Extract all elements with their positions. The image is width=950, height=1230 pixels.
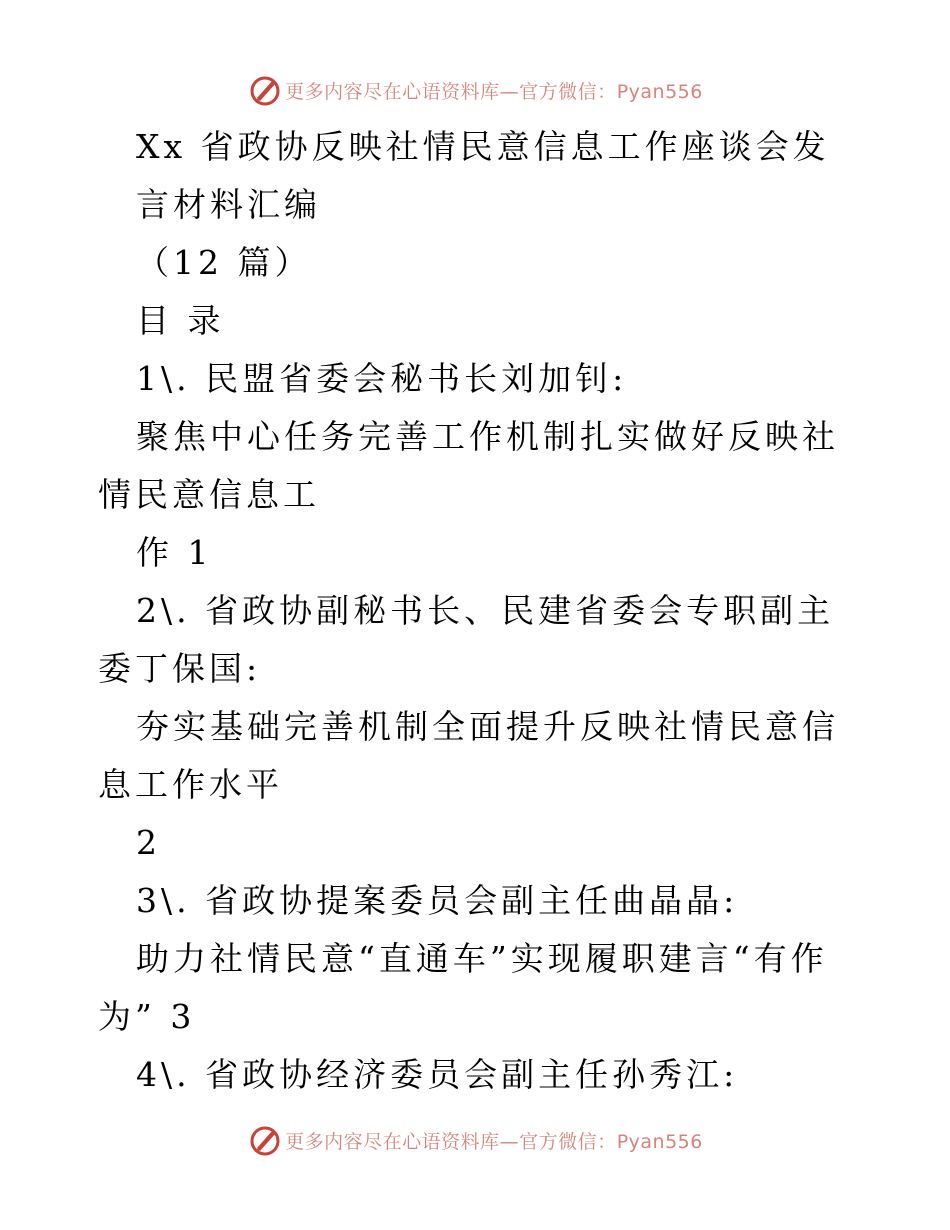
document-line: 聚焦中心任务完善工作机制扎实做好反映社情民意信息工 [98, 417, 839, 514]
document-line: 3\. 省政协提案委员会副主任曲晶晶: [136, 881, 739, 920]
document-line: Xx 省政协反映社情民意信息工作座谈会发 [136, 127, 830, 166]
document-line: 助力社情民意“直通车”实现履职建言“有作为” 3 [98, 939, 828, 1036]
watermark-text: 更多内容尽在心语资料库—官方微信：Pyan556 [285, 1130, 703, 1153]
footer-watermark-banner [0, 1120, 950, 1160]
document-line: 1\. 民盟省委会秘书长刘加钊: [136, 359, 628, 398]
document-body [98, 118, 858, 1104]
pen-logo-icon [247, 1122, 283, 1158]
document-line: 言材料汇编 [136, 185, 321, 224]
document-line: （12 篇） [136, 243, 312, 282]
header-watermark-banner [0, 70, 950, 110]
document-line: 4\. 省政协经济委员会副主任孙秀江: [136, 1055, 739, 1094]
document-line: 夯实基础完善机制全面提升反映社情民意信息工作水平 [98, 707, 839, 804]
document-line: 2 [136, 823, 161, 862]
document-line: 作 1 [136, 533, 213, 572]
watermark-text: 更多内容尽在心语资料库—官方微信：Pyan556 [285, 80, 703, 103]
document-line: 2\. 省政协副秘书长、民建省委会专职副主委丁保国: [98, 591, 835, 688]
pen-logo-icon [247, 72, 283, 108]
document-line: 目 录 [136, 301, 225, 340]
